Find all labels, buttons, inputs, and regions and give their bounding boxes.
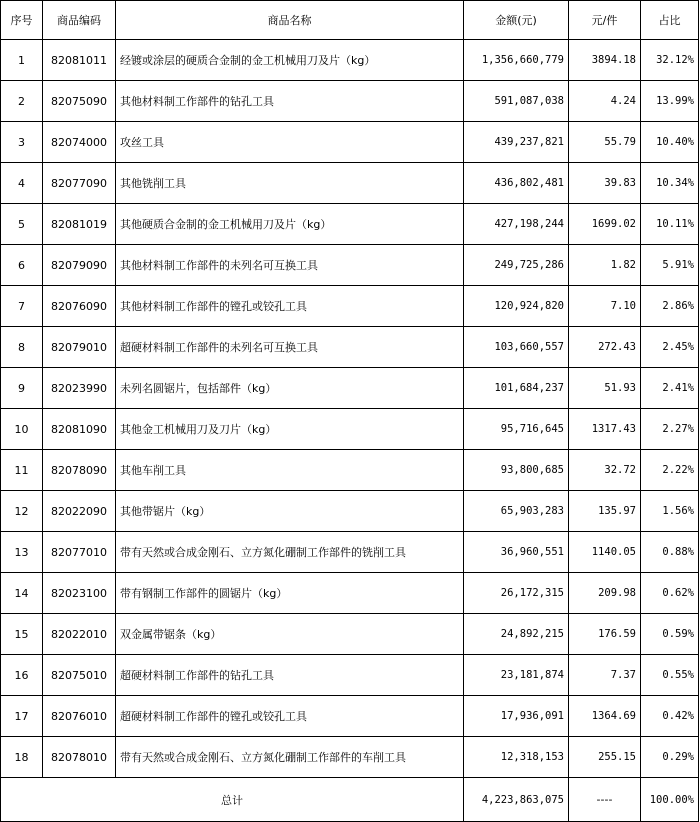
cell-share: 0.59% — [641, 614, 699, 655]
cell-seq: 15 — [1, 614, 43, 655]
cell-amount: 93,800,685 — [464, 450, 569, 491]
cell-seq: 3 — [1, 122, 43, 163]
cell-share: 10.11% — [641, 204, 699, 245]
table-body — [1, 40, 699, 778]
cell-share: 0.88% — [641, 532, 699, 573]
cell-code: 82076090 — [43, 286, 116, 327]
cell-amount: 436,802,481 — [464, 163, 569, 204]
cell-name: 其他材料制工作部件的钻孔工具 — [116, 81, 464, 122]
cell-seq: 18 — [1, 737, 43, 778]
cell-unit-price: 55.79 — [569, 122, 641, 163]
cell-unit-price: 1.82 — [569, 245, 641, 286]
cell-share: 5.91% — [641, 245, 699, 286]
cell-unit-price: 39.83 — [569, 163, 641, 204]
cell-seq: 8 — [1, 327, 43, 368]
cell-seq: 13 — [1, 532, 43, 573]
cell-unit-price: 3894.18 — [569, 40, 641, 81]
cell-name: 攻丝工具 — [116, 122, 464, 163]
table-row — [1, 204, 699, 245]
cell-share: 2.45% — [641, 327, 699, 368]
cell-seq: 11 — [1, 450, 43, 491]
cell-code: 82074000 — [43, 122, 116, 163]
cell-code: 82023100 — [43, 573, 116, 614]
cell-name: 未列名圆锯片，包括部件（kg） — [116, 368, 464, 409]
table-row — [1, 614, 699, 655]
cell-name: 其他材料制工作部件的镗孔或铰孔工具 — [116, 286, 464, 327]
cell-unit-price: 7.37 — [569, 655, 641, 696]
table-row — [1, 491, 699, 532]
cell-amount: 120,924,820 — [464, 286, 569, 327]
cell-unit-price: 7.10 — [569, 286, 641, 327]
cell-code: 82075010 — [43, 655, 116, 696]
table-row — [1, 368, 699, 409]
cell-share: 2.86% — [641, 286, 699, 327]
cell-unit-price: 1699.02 — [569, 204, 641, 245]
header-share: 占比 — [641, 1, 699, 40]
cell-share: 0.42% — [641, 696, 699, 737]
table-row — [1, 696, 699, 737]
cell-share: 0.55% — [641, 655, 699, 696]
cell-unit-price: 176.59 — [569, 614, 641, 655]
cell-code: 82081011 — [43, 40, 116, 81]
cell-amount: 249,725,286 — [464, 245, 569, 286]
cell-code: 82022010 — [43, 614, 116, 655]
cell-seq: 16 — [1, 655, 43, 696]
cell-code: 82079010 — [43, 327, 116, 368]
cell-code: 82023990 — [43, 368, 116, 409]
table-row — [1, 737, 699, 778]
cell-amount: 23,181,874 — [464, 655, 569, 696]
cell-name: 经镀或涂层的硬质合金制的金工机械用刀及片（kg） — [116, 40, 464, 81]
cell-seq: 17 — [1, 696, 43, 737]
cell-amount: 439,237,821 — [464, 122, 569, 163]
cell-name: 双金属带锯条（kg） — [116, 614, 464, 655]
table-row — [1, 409, 699, 450]
cell-code: 82078010 — [43, 737, 116, 778]
cell-share: 2.41% — [641, 368, 699, 409]
cell-amount: 12,318,153 — [464, 737, 569, 778]
cell-share: 1.56% — [641, 491, 699, 532]
header-name: 商品名称 — [116, 1, 464, 40]
cell-code: 82077010 — [43, 532, 116, 573]
table-row — [1, 327, 699, 368]
cell-name: 其他铣削工具 — [116, 163, 464, 204]
cell-amount: 103,660,557 — [464, 327, 569, 368]
cell-name: 其他金工机械用刀及刀片（kg） — [116, 409, 464, 450]
cell-seq: 2 — [1, 81, 43, 122]
cell-name: 其他车削工具 — [116, 450, 464, 491]
total-row — [1, 778, 699, 822]
cell-name: 带有天然或合成金刚石、立方氮化硼制工作部件的车削工具 — [116, 737, 464, 778]
table-row — [1, 573, 699, 614]
cell-unit-price: 209.98 — [569, 573, 641, 614]
header-row — [1, 1, 699, 40]
cell-amount: 591,087,038 — [464, 81, 569, 122]
cell-code: 82081090 — [43, 409, 116, 450]
cell-share: 32.12% — [641, 40, 699, 81]
cell-unit-price: 255.15 — [569, 737, 641, 778]
cell-share: 0.62% — [641, 573, 699, 614]
cell-share: 10.40% — [641, 122, 699, 163]
cell-amount: 36,960,551 — [464, 532, 569, 573]
header-amount: 金额(元) — [464, 1, 569, 40]
cell-amount: 65,903,283 — [464, 491, 569, 532]
cell-share: 0.29% — [641, 737, 699, 778]
cell-seq: 5 — [1, 204, 43, 245]
table-row — [1, 163, 699, 204]
cell-unit-price: 1317.43 — [569, 409, 641, 450]
cell-name: 超硬材料制工作部件的镗孔或铰孔工具 — [116, 696, 464, 737]
cell-seq: 7 — [1, 286, 43, 327]
cell-unit-price: 1364.69 — [569, 696, 641, 737]
table-row — [1, 286, 699, 327]
cell-amount: 1,356,660,779 — [464, 40, 569, 81]
cell-unit-price: 32.72 — [569, 450, 641, 491]
cell-seq: 1 — [1, 40, 43, 81]
cell-amount: 17,936,091 — [464, 696, 569, 737]
cell-amount: 26,172,315 — [464, 573, 569, 614]
header-code: 商品编码 — [43, 1, 116, 40]
cell-unit-price: 4.24 — [569, 81, 641, 122]
cell-share: 13.99% — [641, 81, 699, 122]
header-unit-price: 元/件 — [569, 1, 641, 40]
cell-seq: 6 — [1, 245, 43, 286]
cell-unit-price: 135.97 — [569, 491, 641, 532]
cell-unit-price: 1140.05 — [569, 532, 641, 573]
cell-amount: 101,684,237 — [464, 368, 569, 409]
cell-seq: 12 — [1, 491, 43, 532]
cell-name: 超硬材料制工作部件的钻孔工具 — [116, 655, 464, 696]
cell-amount: 24,892,215 — [464, 614, 569, 655]
cell-name: 其他材料制工作部件的未列名可互换工具 — [116, 245, 464, 286]
cell-seq: 4 — [1, 163, 43, 204]
total-amount: 4,223,863,075 — [464, 778, 569, 822]
cell-seq: 14 — [1, 573, 43, 614]
cell-unit-price: 51.93 — [569, 368, 641, 409]
total-share: 100.00% — [641, 778, 699, 822]
cell-code: 82075090 — [43, 81, 116, 122]
cell-code: 82077090 — [43, 163, 116, 204]
cell-code: 82081019 — [43, 204, 116, 245]
table-row — [1, 532, 699, 573]
cell-code: 82076010 — [43, 696, 116, 737]
cell-share: 10.34% — [641, 163, 699, 204]
header-seq: 序号 — [1, 1, 43, 40]
cell-name: 其他硬质合金制的金工机械用刀及片（kg） — [116, 204, 464, 245]
table-row — [1, 450, 699, 491]
cell-name: 带有天然或合成金刚石、立方氮化硼制工作部件的铣削工具 — [116, 532, 464, 573]
cell-share: 2.27% — [641, 409, 699, 450]
cell-amount: 95,716,645 — [464, 409, 569, 450]
table-row — [1, 40, 699, 81]
table-row — [1, 245, 699, 286]
cell-seq: 9 — [1, 368, 43, 409]
cell-name: 其他带锯片（kg） — [116, 491, 464, 532]
cell-seq: 10 — [1, 409, 43, 450]
total-unit-price: ---- — [569, 778, 641, 822]
cell-code: 82079090 — [43, 245, 116, 286]
total-label: 总计 — [1, 778, 464, 822]
table-row — [1, 81, 699, 122]
cell-code: 82022090 — [43, 491, 116, 532]
cell-code: 82078090 — [43, 450, 116, 491]
cell-name: 超硬材料制工作部件的未列名可互换工具 — [116, 327, 464, 368]
cell-amount: 427,198,244 — [464, 204, 569, 245]
cell-share: 2.22% — [641, 450, 699, 491]
cell-name: 带有钢制工作部件的圆锯片（kg） — [116, 573, 464, 614]
cell-unit-price: 272.43 — [569, 327, 641, 368]
table-row — [1, 655, 699, 696]
table-row — [1, 122, 699, 163]
